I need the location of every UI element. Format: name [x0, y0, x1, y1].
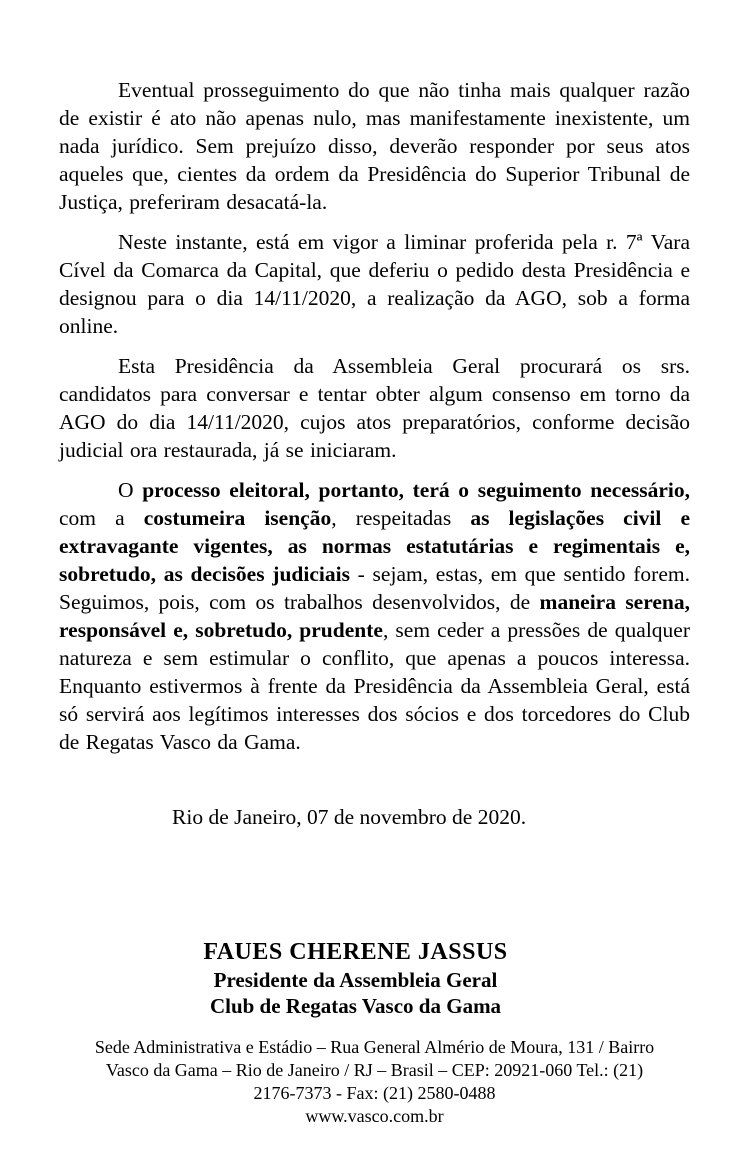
signature-block [40, 937, 671, 1019]
footer-line: 2176-7373 - Fax: (21) 2580-0488 [253, 1083, 496, 1103]
paragraph [59, 352, 690, 464]
text-run: Esta Presidência da Assembleia Geral procurará os srs. candidatos para conversar e tentar obter algum consenso em torno da AGO do dia 14/11/2020, cujos atos preparatórios, conforme decisão judicial ora restaurada, já se iniciaram. [59, 354, 690, 462]
paragraph [59, 476, 690, 756]
paragraph [59, 228, 690, 340]
bold-text-run: maneira serena, responsável e, sobretudo, prudente [59, 590, 691, 642]
text-run: O [118, 478, 143, 502]
bold-text-run: costumeira isenção [143, 506, 332, 530]
signatory-organization: Club de Regatas Vasco da Gama [209, 994, 502, 1018]
paragraph [59, 76, 690, 216]
text-run: , sem ceder a pressões de qualquer natureza e sem estimular o conflito, que apenas a poucos interessa. Enquanto estivermos à frente da Presidência da Assembleia Geral, está só servirá aos legítimos interesses dos sócios e dos torcedores do Club de Regatas Vasco da Gama. [59, 618, 690, 754]
text-run: com a [59, 506, 144, 530]
document-body [59, 76, 690, 756]
text-run: Neste instante, está em vigor a liminar proferida pela r. 7ª Vara Cível da Comarca da Capital, que deferiu o pedido desta Presidência e designou para o dia 14/11/2020, a realização da AGO, sob a forma online. [59, 230, 690, 338]
signatory-name: FAUES CHERENE JASSUS [203, 939, 508, 965]
footer-line: www.vasco.com.br [305, 1106, 444, 1126]
text-run: - sejam, estas, em que sentido forem. Seguimos, pois, com os trabalhos desenvolvidos, de [59, 562, 690, 614]
bold-text-run: processo eleitoral, portanto, terá o seguimento necessário, [142, 478, 691, 502]
signatory-title: Presidente da Assembleia Geral [213, 968, 498, 992]
dateline: Rio de Janeiro, 07 de novembro de 2020. [172, 805, 527, 829]
footer-line: Vasco da Gama – Rio de Janeiro / RJ – Brasil – CEP: 20921-060 Tel.: (21) [105, 1060, 644, 1080]
letterhead-footer [59, 1036, 690, 1128]
bold-text-run: as legislações civil e extravagante vigentes, as normas estatutárias e regimentais e, sobretudo, as decisões judiciais [59, 506, 690, 586]
text-run: Eventual prosseguimento do que não tinha mais qualquer razão de existir é ato não apenas nulo, mas manifestamente inexistente, um nada jurídico. Sem prejuízo disso, deverão responder por seus atos aqueles que, cientes da ordem da Presidência do Superior Tribunal de Justiça, preferiram desacatá-la. [59, 78, 690, 214]
text-run: , respeitadas [331, 506, 471, 530]
footer-line: Sede Administrativa e Estádio – Rua General Almério de Moura, 131 / Bairro [94, 1037, 655, 1057]
